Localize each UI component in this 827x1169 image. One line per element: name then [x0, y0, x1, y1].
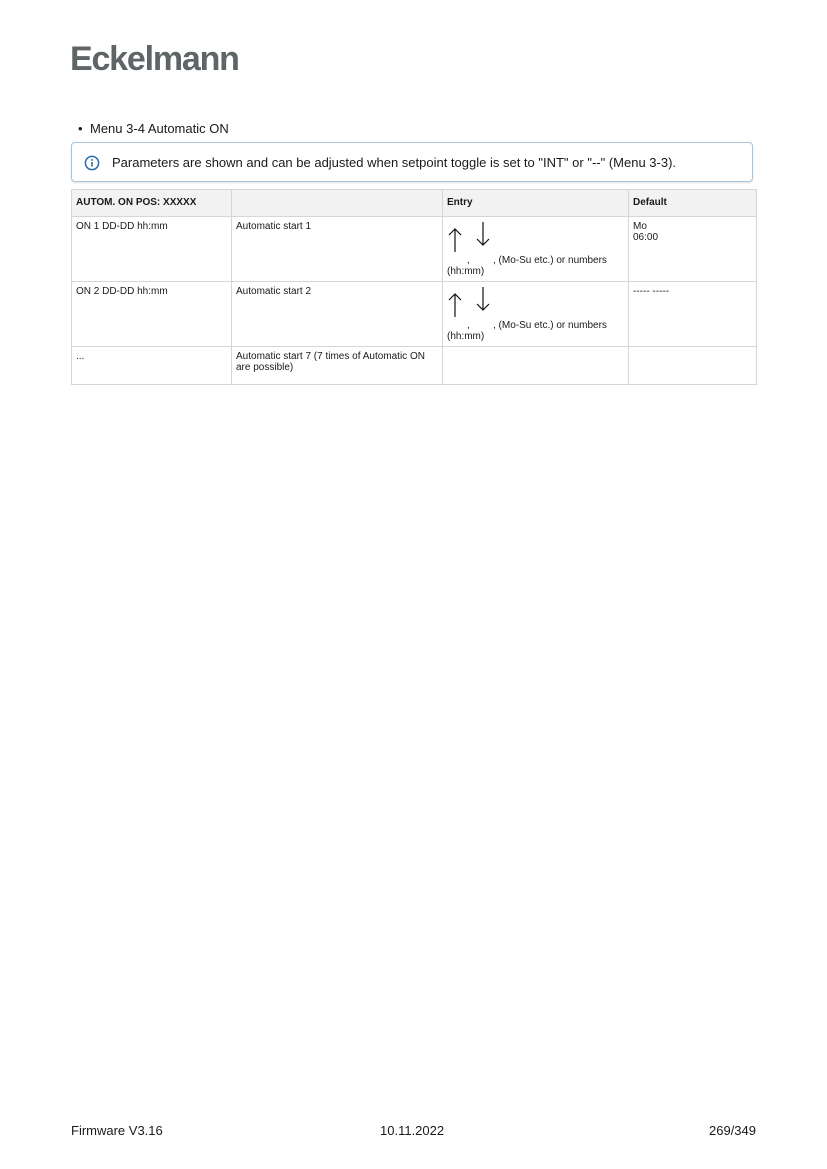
bullet-marker: • — [78, 121, 83, 136]
cell-param: ... — [72, 347, 232, 385]
cell-param: ON 1 DD-DD hh:mm — [72, 217, 232, 282]
entry-continuation: (hh:mm) — [447, 331, 485, 342]
footer-date: 10.11.2022 — [380, 1123, 445, 1138]
section-title: Menu 3-4 Automatic ON — [90, 121, 229, 136]
table-row — [72, 347, 757, 385]
default-line: ----- ----- — [633, 286, 670, 297]
entry-text-line — [447, 255, 624, 266]
entry-options: , (Mo-Su etc.) or numbers — [493, 255, 607, 266]
arrow-down-icon — [475, 221, 491, 247]
footer-firmware: Firmware V3.16 — [71, 1123, 163, 1138]
info-circle-icon — [84, 155, 100, 171]
eckelmann-logo: Eckelmann — [70, 40, 239, 78]
header-param: AUTOM. ON POS: XXXXX — [72, 190, 232, 217]
entry-arrows — [447, 221, 624, 255]
table-header-row — [72, 190, 757, 217]
cell-entry — [443, 282, 629, 347]
info-panel-text: Parameters are shown and can be adjusted when setpoint toggle is set to "INT" or "--" (Menu 3-3). — [112, 155, 677, 170]
arrow-down-icon — [475, 286, 491, 312]
entry-options: , (Mo-Su etc.) or numbers — [493, 320, 607, 331]
arrow-up-icon — [447, 292, 463, 318]
header-default: Default — [629, 190, 757, 217]
arrow-up-icon — [447, 227, 463, 253]
entry-separator: , — [467, 255, 470, 266]
cell-entry — [443, 347, 629, 385]
entry-continuation: (hh:mm) — [447, 266, 485, 277]
entry-arrows — [447, 286, 624, 320]
section-heading — [78, 121, 229, 136]
table-row — [72, 217, 757, 282]
cell-default — [629, 282, 757, 347]
cell-entry — [443, 217, 629, 282]
entry-separator: , — [467, 320, 470, 331]
default-line: 06:00 — [633, 232, 659, 243]
cell-description: Automatic start 7 (7 times of Automatic ON are possible) — [232, 347, 443, 385]
table-row — [72, 282, 757, 347]
cell-default — [629, 347, 757, 385]
info-panel — [71, 142, 753, 182]
parameter-table — [71, 189, 757, 385]
cell-default — [629, 217, 757, 282]
default-line: Mo — [633, 221, 647, 232]
header-entry: Entry — [443, 190, 629, 217]
footer-page-number: 269/349 — [709, 1123, 756, 1138]
cell-description: Automatic start 1 — [232, 217, 443, 282]
header-description — [232, 190, 443, 217]
cell-param: ON 2 DD-DD hh:mm — [72, 282, 232, 347]
entry-text-line — [447, 320, 624, 331]
cell-description: Automatic start 2 — [232, 282, 443, 347]
